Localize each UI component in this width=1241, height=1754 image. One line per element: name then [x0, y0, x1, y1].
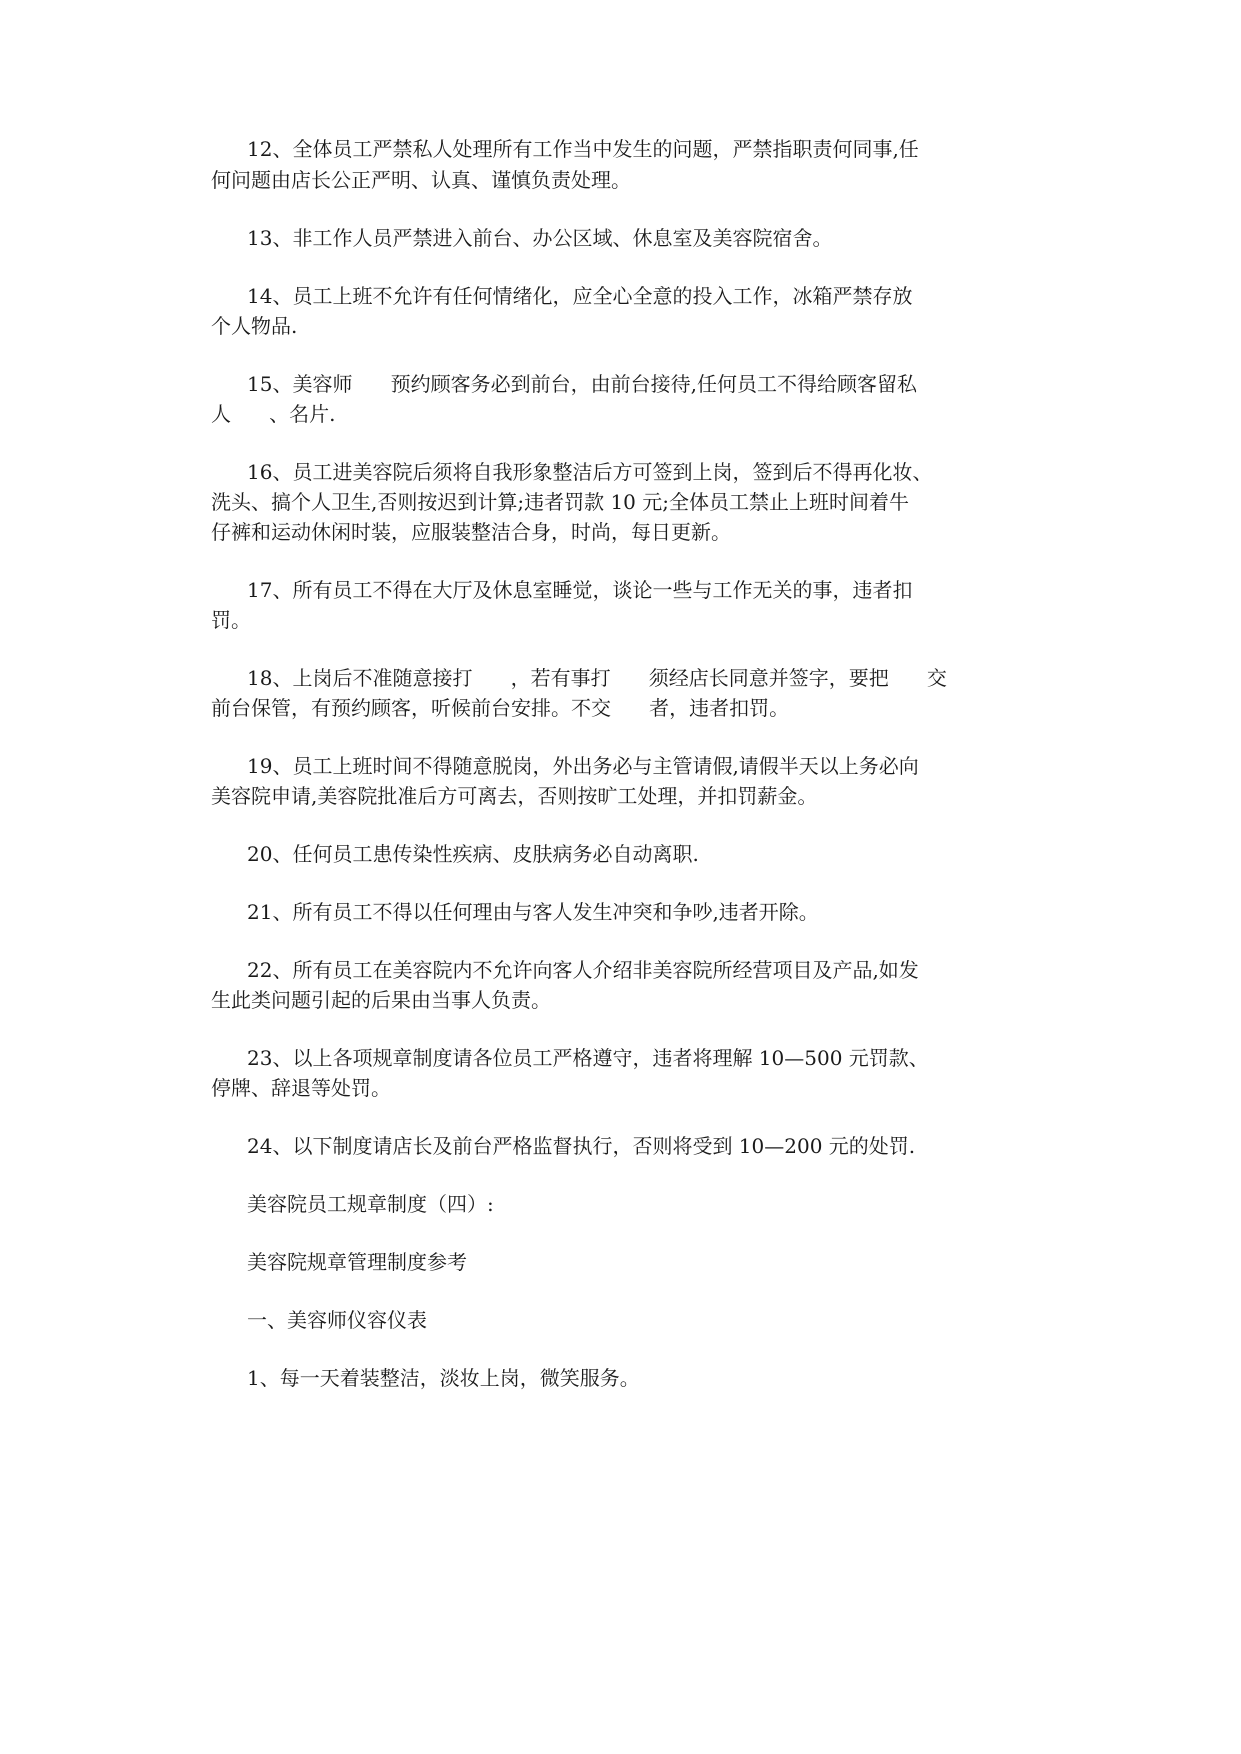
rule-12-text-2: 何问题由店长公正严明、认真、谨慎负责处理。	[211, 168, 631, 192]
rule-22-text-1: 22、所有员工在美容院内不允许向客人介绍非美容院所经营项目及产品,如发	[247, 958, 919, 982]
rule-14-text-1: 14、员工上班不允许有任何情绪化，应全心全意的投入工作，冰箱严禁存放	[247, 284, 913, 308]
rule-18-text-1: 18、上岗后不准随意接打 ，若有事打 须经店长同意并签字，要把 交	[247, 666, 947, 690]
rule-18-text-2: 前台保管，有预约顾客，听候前台安排。不交 者，违者扣罚。	[211, 696, 790, 720]
rule-1-line-1	[0, 1358, 1241, 1398]
rule-23-text-2: 停牌、辞退等处罚。	[211, 1076, 391, 1100]
rule-16-text-2: 洗头、搞个人卫生,否则按迟到计算;违者罚款 10 元;全体员工禁止上班时间着牛	[211, 490, 909, 514]
rule-17-text-2: 罚。	[211, 608, 251, 632]
part-heading	[0, 1300, 1241, 1340]
rule-14-text-2: 个人物品.	[211, 314, 298, 338]
rule-16-line-3	[0, 512, 1241, 552]
rule-17-line-2	[0, 600, 1241, 640]
rule-22-line-2	[0, 980, 1241, 1020]
subsection-heading	[0, 1242, 1241, 1282]
rule-13-text-1: 13、非工作人员严禁进入前台、办公区域、休息室及美容院宿舍。	[247, 226, 833, 250]
rule-20-line-1	[0, 834, 1241, 874]
rule-22-text-2: 生此类问题引起的后果由当事人负责。	[211, 988, 551, 1012]
rule-23-text-1: 23、以上各项规章制度请各位员工严格遵守，违者将理解 10—500 元罚款、	[247, 1046, 929, 1070]
rule-24-line-1	[0, 1126, 1241, 1166]
rule-21-text-1: 21、所有员工不得以任何理由与客人发生冲突和争吵,违者开除。	[247, 900, 819, 924]
rule-19-text-2: 美容院申请,美容院批准后方可离去，否则按旷工处理，并扣罚薪金。	[211, 784, 818, 808]
rule-19-text-1: 19、员工上班时间不得随意脱岗，外出务必与主管请假,请假半天以上务必向	[247, 754, 919, 778]
rule-18-line-2	[0, 688, 1241, 728]
rule-20-text-1: 20、任何员工患传染性疾病、皮肤病务必自动离职.	[247, 842, 699, 866]
rule-24-text-1: 24、以下制度请店长及前台严格监督执行，否则将受到 10—200 元的处罚.	[247, 1134, 916, 1158]
rule-1-text-1: 1、每一天着装整洁，淡妆上岗，微笑服务。	[247, 1366, 640, 1390]
rule-13-line-1	[0, 218, 1241, 258]
rule-15-text-2: 人 、名片.	[211, 402, 336, 426]
rule-17-text-1: 17、所有员工不得在大厅及休息室睡觉，谈论一些与工作无关的事，违者扣	[247, 578, 913, 602]
rule-14-line-2	[0, 306, 1241, 346]
section-heading-text: 美容院员工规章制度（四）:	[247, 1192, 494, 1216]
rule-15-text-1: 15、美容师 预约顾客务必到前台，由前台接待,任何员工不得给顾客留私	[247, 372, 917, 396]
rule-16-text-3: 仔裤和运动休闲时装，应服装整洁合身，时尚，每日更新。	[211, 520, 731, 544]
part-heading-text: 一、美容师仪容仪表	[247, 1308, 427, 1332]
rule-16-text-1: 16、员工进美容院后须将自我形象整洁后方可签到上岗，签到后不得再化妆、	[247, 460, 933, 484]
rule-12-text-1: 12、全体员工严禁私人处理所有工作当中发生的问题，严禁指职责何同事,任	[247, 137, 919, 161]
rule-21-line-1	[0, 892, 1241, 932]
subsection-heading-text: 美容院规章管理制度参考	[247, 1250, 467, 1274]
rule-12-line-2	[0, 160, 1241, 200]
section-heading	[0, 1184, 1241, 1224]
rule-23-line-2	[0, 1068, 1241, 1108]
rule-19-line-2	[0, 776, 1241, 816]
rule-15-line-2	[0, 394, 1241, 434]
